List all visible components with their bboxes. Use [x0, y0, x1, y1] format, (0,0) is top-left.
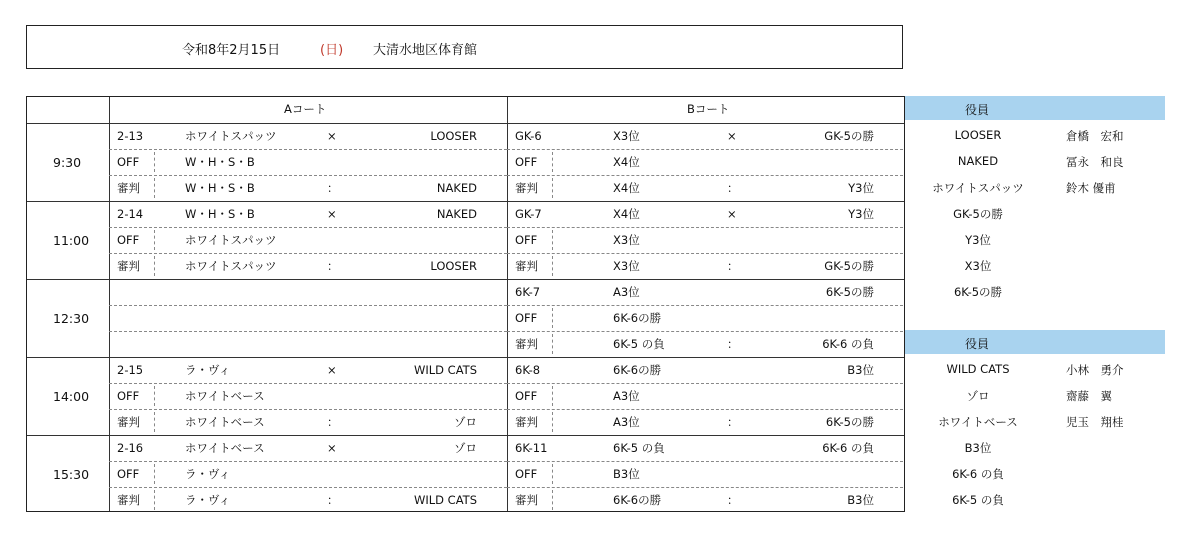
team-name: ホワイトスパッツ [185, 129, 277, 143]
official-name: 齋藤 翼 [1066, 389, 1112, 403]
team-name: Y3位 [848, 207, 874, 221]
divider [552, 308, 553, 328]
match-code: 審判 [515, 259, 538, 273]
divider [552, 152, 553, 172]
versus-mark: × [327, 207, 337, 221]
official-name: 冨永 和良 [1066, 155, 1124, 169]
match-code: 2-13 [117, 129, 144, 143]
divider [507, 253, 903, 254]
team-name: B3位 [613, 467, 640, 481]
time-slot-label: 12:30 [53, 311, 90, 326]
match-code: OFF [515, 389, 538, 403]
team-name: ホワイトスパッツ [185, 259, 277, 273]
schedule-table [26, 96, 905, 512]
match-code: OFF [117, 389, 140, 403]
match-code: OFF [515, 311, 538, 325]
official-assignment: GK-5の勝 [953, 207, 1003, 221]
match-code: 6K-11 [515, 441, 548, 455]
event-venue: 大清水地区体育館 [373, 43, 478, 58]
match-code: 審判 [515, 493, 538, 507]
match-code: 審判 [515, 181, 538, 195]
versus-mark: × [727, 129, 737, 143]
match-code: 2-15 [117, 363, 144, 377]
divider [552, 490, 553, 510]
match-code: OFF [515, 155, 538, 169]
versus-mark: ： [327, 493, 339, 507]
officials-header-2 [905, 330, 1165, 354]
divider [552, 334, 553, 354]
divider [507, 409, 903, 410]
match-code: OFF [515, 467, 538, 481]
divider [507, 97, 508, 511]
divider [154, 490, 155, 510]
official-assignment: ゾロ [966, 389, 990, 403]
divider [507, 149, 903, 150]
team-name: X3位 [613, 233, 640, 247]
team-name: WILD CATS [413, 493, 477, 507]
team-name: 6K-6の勝 [613, 311, 662, 325]
divider [27, 357, 904, 358]
divider [109, 409, 507, 410]
team-name: Y3位 [848, 181, 874, 195]
team-name: 6K-5の勝 [825, 285, 874, 299]
team-name: W・H・S・B [185, 207, 255, 221]
team-name: X3位 [613, 129, 640, 143]
team-name: ホワイトベース [185, 389, 265, 403]
divider [552, 256, 553, 276]
divider [154, 386, 155, 406]
official-assignment: X3位 [964, 259, 992, 273]
match-code: OFF [515, 233, 538, 247]
match-code: OFF [117, 155, 140, 169]
match-code: 審判 [117, 415, 140, 429]
versus-mark: × [327, 441, 337, 455]
team-name: W・H・S・B [185, 181, 255, 195]
versus-mark: ： [727, 415, 739, 429]
officials-title: 役員 [965, 103, 990, 117]
official-assignment: 6K-5の勝 [953, 285, 1003, 299]
versus-mark: ： [727, 181, 739, 195]
divider [27, 123, 904, 124]
divider [552, 230, 553, 250]
team-name: 6K-5の勝 [825, 415, 874, 429]
versus-mark: ： [727, 337, 739, 351]
official-name: 児玉 翔桂 [1066, 415, 1124, 429]
official-name: 鈴木 優甫 [1066, 181, 1116, 195]
match-code: 審判 [117, 493, 140, 507]
team-name: 6K-5 の負 [613, 337, 665, 351]
divider [154, 412, 155, 432]
divider [507, 175, 903, 176]
header-box [26, 25, 903, 69]
divider [552, 178, 553, 198]
team-name: LOOSER [430, 259, 477, 273]
divider [154, 230, 155, 250]
time-slot-label: 11:00 [53, 233, 90, 248]
official-name: 倉橋 宏和 [1066, 129, 1124, 143]
officials-title-2: 役員 [965, 337, 990, 351]
team-name: ホワイトスパッツ [185, 233, 277, 247]
official-assignment: B3位 [964, 441, 992, 455]
divider [109, 175, 507, 176]
team-name: GK-5の勝 [824, 259, 874, 273]
divider [507, 461, 903, 462]
match-code: GK-7 [515, 207, 542, 221]
divider [109, 461, 507, 462]
team-name: 6K-6 の負 [822, 337, 874, 351]
divider [507, 227, 903, 228]
time-slot-label: 15:30 [53, 467, 90, 482]
official-assignment: 6K-5 の負 [952, 493, 1004, 507]
team-name: 6K-6の勝 [613, 493, 662, 507]
divider [507, 305, 903, 306]
official-assignment: ホワイトスパッツ [932, 181, 1024, 195]
match-code: GK-6 [515, 129, 542, 143]
match-code: 審判 [117, 181, 140, 195]
team-name: ゾロ [454, 415, 477, 429]
time-slot-label: 9:30 [53, 155, 82, 170]
match-code: 審判 [515, 415, 538, 429]
b-court-header: Bコート [687, 102, 730, 116]
divider [109, 331, 507, 332]
divider [109, 97, 110, 511]
team-name: WILD CATS [413, 363, 477, 377]
event-date: 令和8年2月15日 [182, 43, 281, 58]
team-name: ホワイトベース [185, 441, 265, 455]
divider [109, 253, 507, 254]
team-name: ラ・ヴィ [185, 363, 231, 377]
team-name: X4位 [613, 155, 640, 169]
versus-mark: × [727, 207, 737, 221]
team-name: X4位 [613, 207, 640, 221]
team-name: B3位 [847, 493, 874, 507]
versus-mark: ： [727, 493, 739, 507]
match-code: 6K-7 [515, 285, 541, 299]
match-code: 審判 [515, 337, 538, 351]
divider [552, 386, 553, 406]
team-name: 6K-6 の負 [822, 441, 874, 455]
event-weekday: (日) [320, 43, 344, 58]
official-assignment: Y3位 [965, 233, 991, 247]
divider [154, 464, 155, 484]
team-name: NAKED [436, 181, 477, 195]
team-name: 6K-5 の負 [613, 441, 665, 455]
divider [27, 201, 904, 202]
team-name: X3位 [613, 259, 640, 273]
team-name: A3位 [613, 389, 640, 403]
official-assignment: WILD CATS [946, 362, 1010, 376]
match-code: 2-14 [117, 207, 144, 221]
versus-mark: ： [727, 259, 739, 273]
divider [552, 464, 553, 484]
match-code: OFF [117, 467, 140, 481]
versus-mark: ： [327, 259, 339, 273]
team-name: 6K-6の勝 [613, 363, 662, 377]
match-code: 2-16 [117, 441, 144, 455]
team-name: ラ・ヴィ [185, 493, 231, 507]
divider [109, 227, 507, 228]
divider [507, 383, 903, 384]
team-name: ホワイトベース [185, 415, 265, 429]
divider [109, 149, 507, 150]
a-court-header: Aコート [284, 102, 327, 116]
officials-header [905, 96, 1165, 120]
divider [552, 412, 553, 432]
versus-mark: × [327, 363, 337, 377]
team-name: LOOSER [430, 129, 477, 143]
versus-mark: ： [327, 181, 339, 195]
match-code: 6K-8 [515, 363, 541, 377]
official-assignment: ホワイトベース [938, 415, 1018, 429]
divider [109, 487, 507, 488]
team-name: A3位 [613, 285, 640, 299]
team-name: NAKED [436, 207, 477, 221]
divider [109, 305, 507, 306]
official-assignment: NAKED [957, 154, 999, 168]
team-name: A3位 [613, 415, 640, 429]
official-assignment: LOOSER [954, 128, 1002, 142]
versus-mark: × [327, 129, 337, 143]
official-name: 小林 勇介 [1066, 363, 1124, 377]
match-code: 審判 [117, 259, 140, 273]
divider [27, 279, 904, 280]
divider [154, 178, 155, 198]
match-code: OFF [117, 233, 140, 247]
team-name: X4位 [613, 181, 640, 195]
team-name: W・H・S・B [185, 155, 255, 169]
divider [27, 435, 904, 436]
team-name: ゾロ [454, 441, 477, 455]
divider [109, 383, 507, 384]
official-assignment: 6K-6 の負 [952, 467, 1004, 481]
versus-mark: ： [327, 415, 339, 429]
team-name: B3位 [847, 363, 874, 377]
divider [154, 152, 155, 172]
divider [507, 331, 903, 332]
team-name: GK-5の勝 [824, 129, 874, 143]
team-name: ラ・ヴィ [185, 467, 231, 481]
time-slot-label: 14:00 [53, 389, 90, 404]
divider [507, 487, 903, 488]
divider [154, 256, 155, 276]
